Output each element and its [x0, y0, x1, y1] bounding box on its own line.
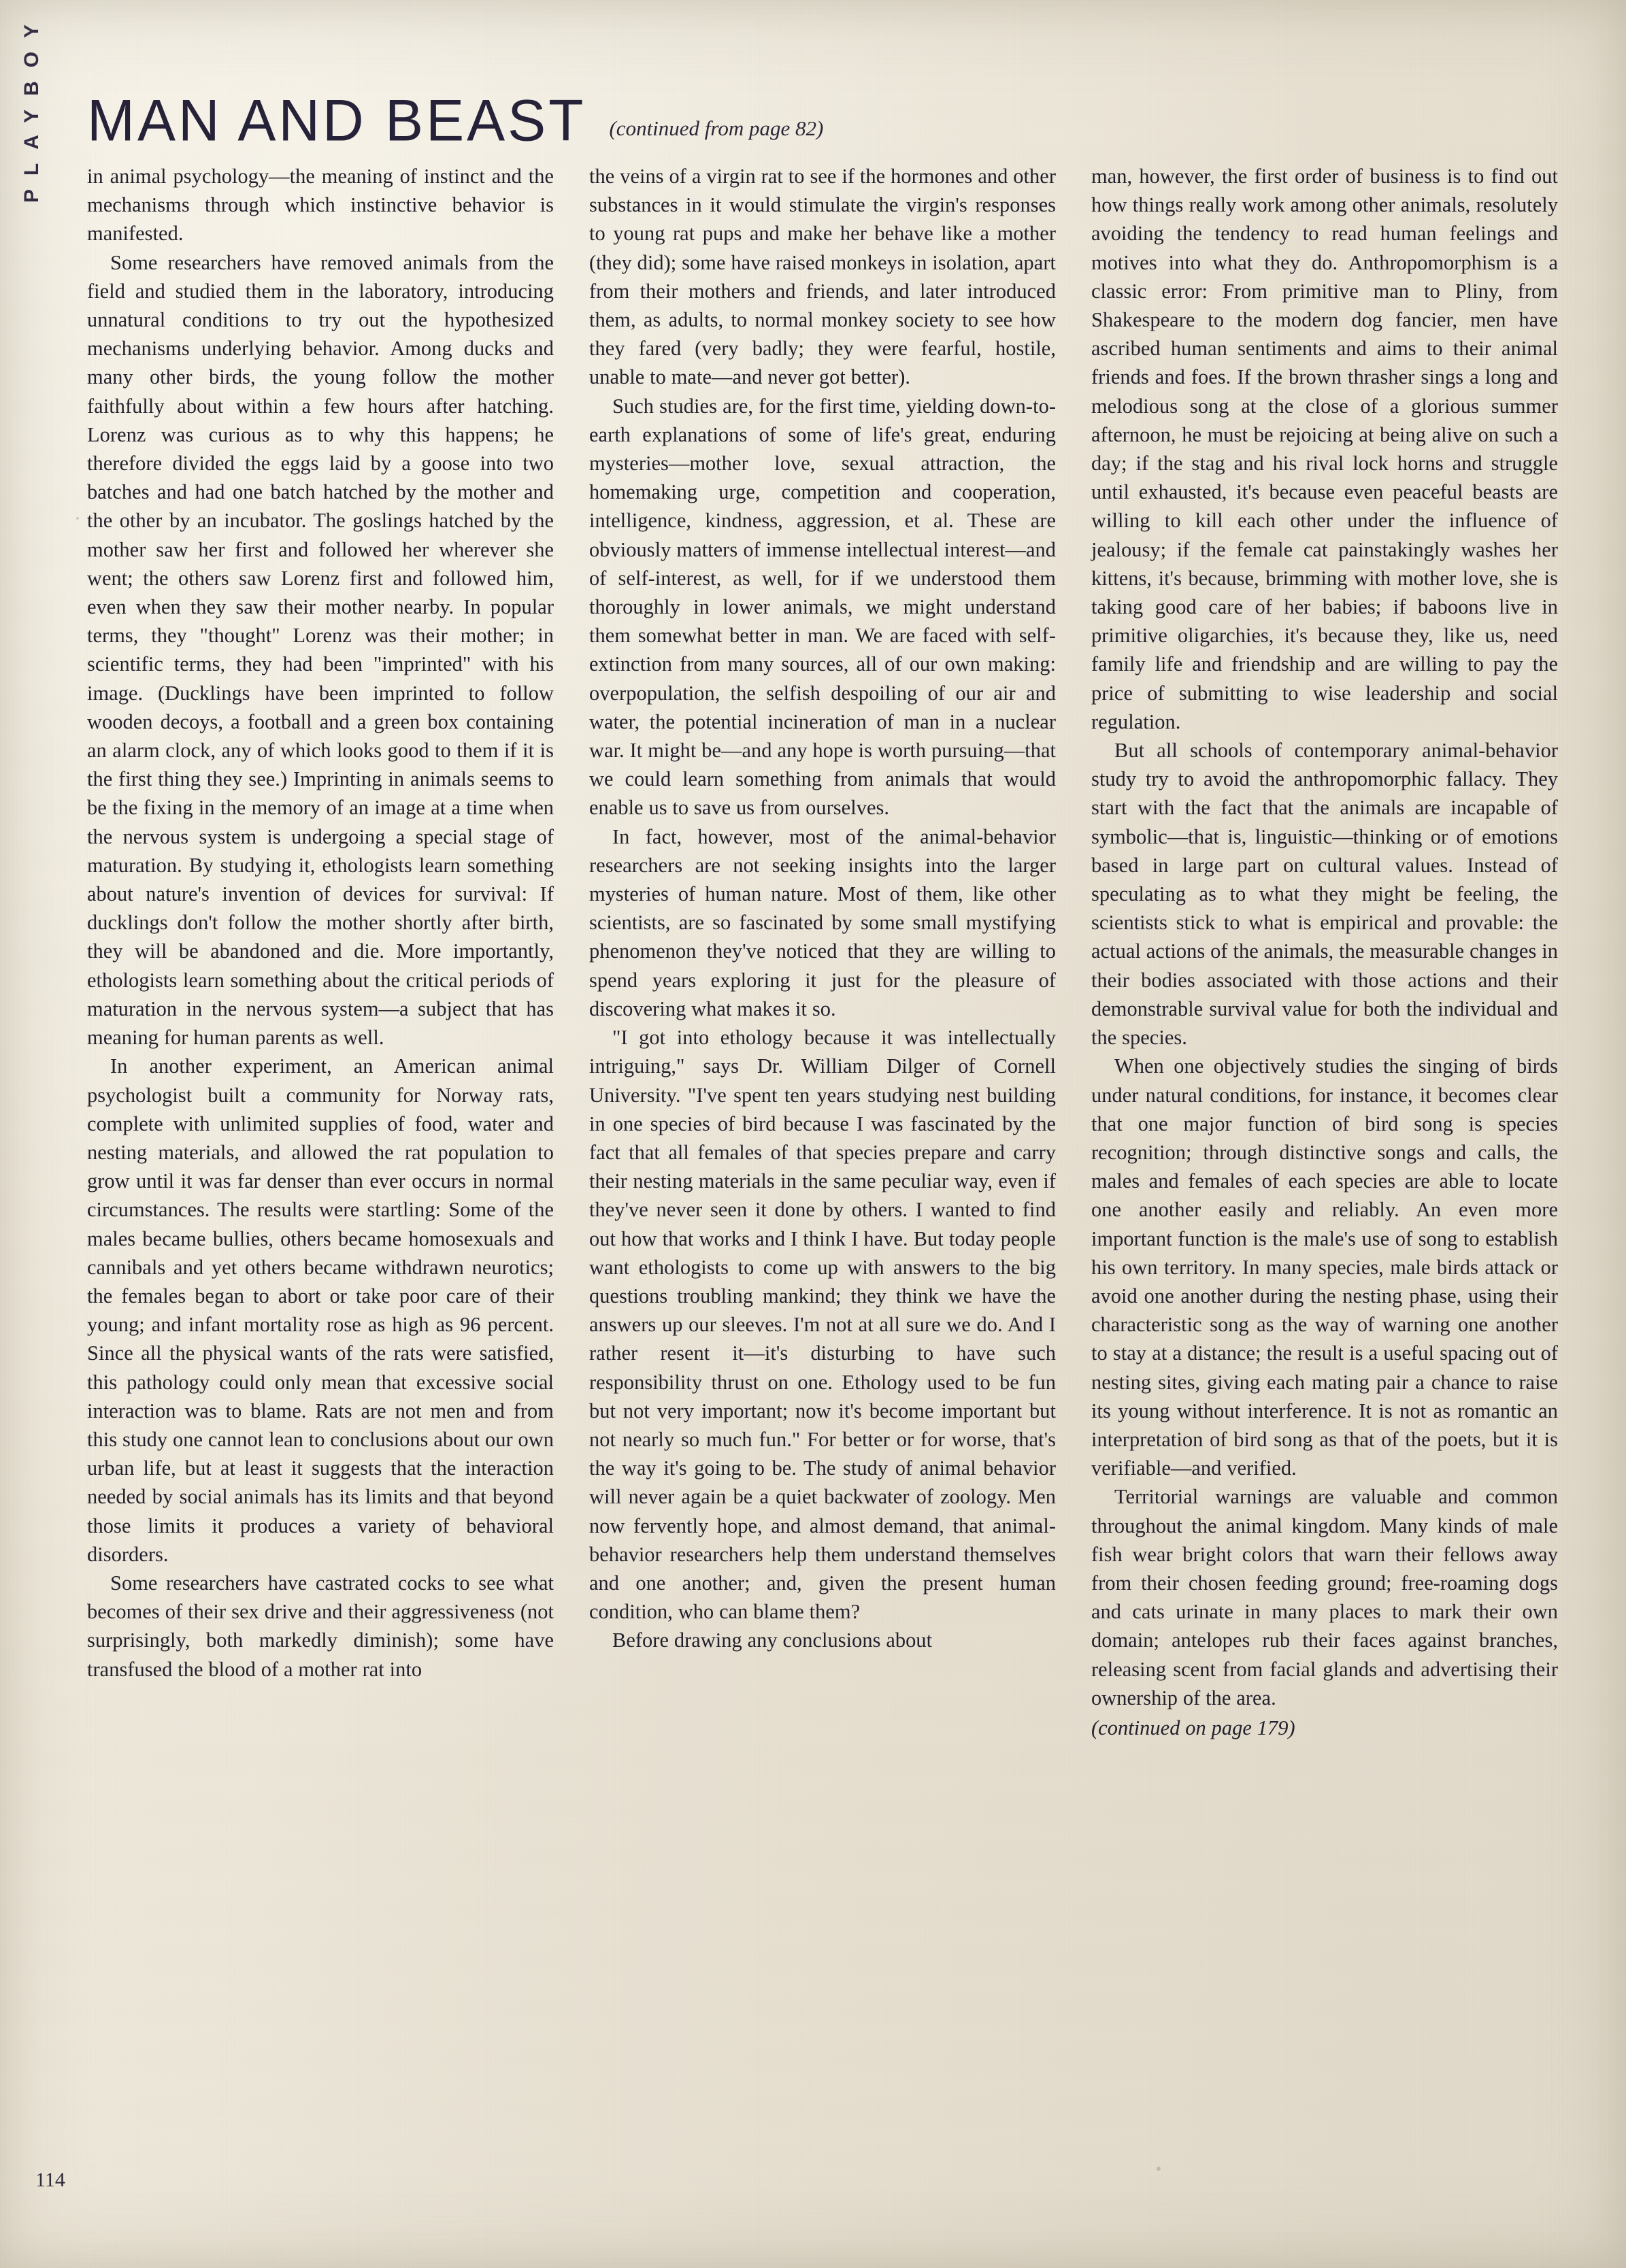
paragraph: Before drawing any conclusions about	[612, 1629, 933, 1652]
paragraph: In fact, however, most of the animal-behavior researchers are not seeking insights into the larger mysteries of human nature. Most of them, like other scientists, are so fascinated by some small mystifying phenomenon they've noticed that they are willing to spend years exploring it just for the pleasure of discovering what makes it so.	[589, 824, 1056, 1020]
paragraph: man, however, the first order of business is to find out how things really work among other animals, resolutely avoiding the tendency to read human feelings and motives into what they do. Anthropomorphism is a classic error: From primitive man to Pliny, from Shakespeare to the modern dog fancier, men have ascribed human sentiments and aims to their animal friends and foes. If the brown thrasher sings a long and melodious song at the close of a glorious summer afternoon, he must be rejoicing at being alive on such a day; if the stag and his rival lock horns and struggle until exhausted, it's because even peaceful beasts are willing to kill each other under the influence of jealousy; if the female cat painstakingly washes her kittens, it's because, brimming with mother love, she is taking good care of her babies; if baboons live in primitive oligarchies, it's because they, like us, need family life and friendship and are willing to pay the price of submitting to wise leadership and social regulation.	[1091, 165, 1558, 733]
column-middle	[589, 162, 1056, 2175]
page-title: MAN AND BEAST	[87, 87, 586, 154]
article-masthead	[87, 87, 890, 154]
paragraph: Territorial warnings are valuable and common throughout the animal kingdom. Many kinds of male fish wear bright colors that warn their fellows away from their chosen feeding ground; free-roaming dogs and cats urinate in many places to mark their own domain; antelopes rub their faces against branches, releasing scent from facial glands and advertising their ownership of the area.	[1091, 1485, 1558, 1710]
paragraph: "I got into ethology because it was intellectually intriguing," says Dr. William Dilger of Cornell University. "I've spent ten years studying nest building in one species of bird because I was fascinated by the fact that all females of that species prepare and carry their nesting materials in the same peculiar way, even if they've never seen it done by others. I wanted to find out how that works and I think I have. But today people want ethologists to come up with answers to the big questions troubling mankind; they think we have the answers up our sleeves. I'm not at all sure we do. And I rather resent it—it's disturbing to have such responsibility thrust on one. Ethology used to be fun but not very important; now it's become important but not nearly so much fun." For better or for worse, that's the way it's going to be. The study of animal behavior will never again be a quiet backwater of zoology. Men now fervently hope, and almost demand, that animal-behavior researchers help them understand themselves and one another; and, given the present human condition, who can blame them?	[589, 1026, 1056, 1624]
paragraph: the veins of a virgin rat to see if the hormones and other substances in it would stimulate the virgin's responses to young rat pups and make her behave like a mother (they did); some have raised monkeys in isolation, apart from their mothers and friends, and later introduced them, as adults, to normal monkey society to see how they fared (very badly; they were fearful, hostile, unable to mate—and never got better).	[589, 165, 1056, 389]
paragraph: In another experiment, an American animal psychologist built a community for Norway rats, complete with unlimited supplies of food, water and nesting materials, and allowed the rat population to grow until it was far denser than ever occurs in normal circumstances. The results were startling: Some of the males became bullies, others became homosexuals and cannibals and yet others became withdrawn neurotics; the females began to abort or take poor care of their young; and infant mortality rose as high as 96 percent. Since all the physical wants of the rats were satisfied, this pathology could only mean that excessive social interaction was to blame. Rats are not men and from this study one cannot lean to conclusions about our own urban life, but at least it suggests that the interaction needed by social animals has its limits and that beyond those limits it produces a variety of behavioral disorders.	[87, 1054, 554, 1566]
continued-on-label: (continued on page 179)	[1091, 1716, 1295, 1739]
continued-from-label: (continued from page 82)	[609, 116, 824, 140]
article-body	[87, 162, 1558, 2175]
page-number: 114	[35, 2169, 65, 2191]
paragraph: But all schools of contemporary animal-behavior study try to avoid the anthropomorphic fallacy. They start with the fact that the animals are incapable of symbolic—that is, linguistic—thinking or of emotions based in large part on cultural values. Instead of speculating as to what they might be feeling, the scientists stick to what is empirical and provable: the actual actions of the animals, the measurable changes in their bodies associated with those actions and their demonstrable survival value for both the individual and the species.	[1091, 739, 1558, 1050]
paragraph: Some researchers have castrated cocks to see what becomes of their sex drive and their aggressiveness (not surprisingly, both markedly diminish); some have transfused the blood of a mother rat into	[87, 1571, 554, 1681]
paragraph: Some researchers have removed animals from the field and studied them in the laboratory, introducing unnatural conditions to try out the hypothesized mechanisms underlying behavior. Among ducks and many other birds, the young follow the mother faithfully about within a few hours after hatching. Lorenz was curious as to why this happens; he therefore divided the eggs laid by a goose into two batches and had one batch hatched by the mother and the other by an incubator. The goslings hatched by the mother saw her first and followed her wherever she went; the others saw Lorenz first and followed him, even when they saw their mother nearby. In popular terms, they "thought" Lorenz was their mother; in scientific terms, they had been "imprinted" with his image. (Ducklings have been imprinted to follow wooden decoys, a football and a green box containing an alarm clock, any of which looks good to them if it is the first thing they see.) Imprinting in animals seems to be the fixing in the memory of an image at a time when the nervous system is undergoing a special stage of maturation. By studying it, ethologists learn something about nature's invention of devices for survival: If ducklings don't follow the mother shortly after birth, they will be abandoned and die. More importantly, ethologists learn something about the critical periods of maturation in the nervous system—a subject that has meaning for human parents as well.	[87, 250, 554, 1050]
running-head-label: PLAYBOY	[20, 10, 44, 203]
column-right	[1091, 162, 1558, 2175]
paragraph: in animal psychology—the meaning of instinct and the mechanisms through which instinctive behavior is manifested.	[87, 165, 554, 246]
paragraph: Such studies are, for the first time, yielding down-to-earth explanations of some of life's great, enduring mysteries—mother love, sexual attraction, the homemaking urge, competition and cooperation, intelligence, kindness, aggression, et al. These are obviously matters of immense intellectual interest—and of self-interest, as well, for if we understood them thoroughly in lower animals, we might understand them somewhat better in man. We are faced with self-extinction from many sources, all of our own making: overpopulation, the selfish despoiling of our air and water, the potential incineration of man in a nuclear war. It might be—and any hope is worth pursuing—that we could learn something from animals that would enable us to save us from ourselves.	[589, 394, 1056, 820]
paragraph: When one objectively studies the singing of birds under natural conditions, for instance, it becomes clear that one major function of bird song is species recognition; through distinctive songs and calls, the males and females of each species are able to locate one another easily and reliably. An even more important function is the male's use of song to establish his own territory. In many species, male birds attack or avoid one another during the nesting phase, using their characteristic song as the way of warning one another to stay at a distance; the result is a useful spacing out of nesting sites, giving each mating pair a chance to raise its young without interference. It is not as romantic an interpretation of bird song as that of the poets, but it is verifiable—and verified.	[1091, 1054, 1558, 1480]
scan-speckle	[76, 517, 79, 520]
column-left	[87, 162, 554, 2175]
running-head-playboy	[10, 10, 54, 388]
